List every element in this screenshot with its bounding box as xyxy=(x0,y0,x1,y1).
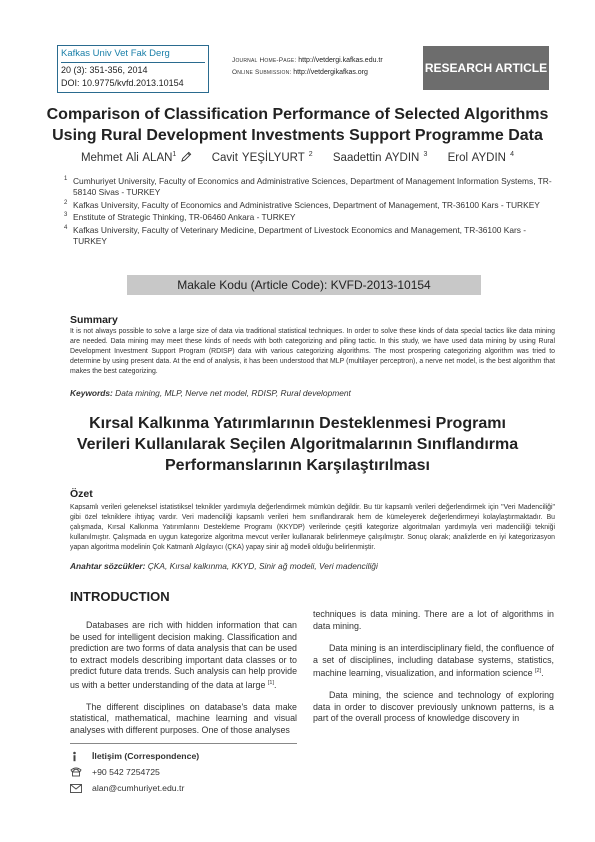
phone-icon xyxy=(70,767,90,777)
correspondence-row xyxy=(70,764,199,780)
paragraph: Data mining is an interdisciplinary field, the confluence of a set of disciplines, including database systems, statistics, machine learning, visualization, and information science [2]. xyxy=(313,643,554,678)
journal-doi: DOI: 10.9775/kvfd.2013.10154 xyxy=(61,78,184,88)
affiliation-text: Enstitute of Strategic Thinking, TR-06460 Ankara - TURKEY xyxy=(73,212,296,222)
divider xyxy=(70,743,297,744)
author xyxy=(212,152,313,164)
paragraph: The different disciplines on database's data make statistical, mathematical, machine learning and visual analyses with different purposes. One of those analyses xyxy=(70,701,297,735)
homepage-label: Journal Home-Page: xyxy=(232,57,297,64)
tr-title-line-1: Kırsal Kalkınma Yatırımlarının Desteklenmesi Programı xyxy=(89,415,506,432)
author-name: Cavit YEŞİLYURT xyxy=(211,152,305,164)
summary-heading: Summary xyxy=(70,314,118,326)
affiliation xyxy=(64,212,554,223)
submission-label: Online Submission: xyxy=(232,69,292,76)
left-column xyxy=(70,620,297,740)
author-affil-num: 2 xyxy=(308,151,313,159)
phone-number: +90 542 7254725 xyxy=(92,767,160,777)
pen-icon xyxy=(181,151,192,162)
author-affil-num: 1 xyxy=(172,151,177,159)
affiliation-num: 2 xyxy=(64,199,68,206)
author-name: Erol AYDIN xyxy=(447,152,506,164)
title-line-1: Comparison of Classification Performance of Selected Algorithms xyxy=(46,106,549,123)
keywords-en xyxy=(70,388,351,398)
affiliation-num: 1 xyxy=(64,176,68,182)
journal-urls xyxy=(232,55,383,79)
affiliation xyxy=(64,176,554,198)
affiliation-num: 4 xyxy=(64,224,68,231)
keywords-tr xyxy=(70,561,378,571)
email-address[interactable]: alan@cumhuriyet.edu.tr xyxy=(92,783,185,793)
paragraph: techniques is data mining. There are a lot of algorithms in data mining. xyxy=(313,609,554,631)
author-name: Saadettin AYDIN xyxy=(332,152,420,164)
correspondence-label: İletişim (Correspondence) xyxy=(92,751,200,761)
affiliation xyxy=(64,200,554,211)
paragraph-text: Databases are rich with hidden information that can be used for intelligent decision making. Classification and prediction are two forms of data analysis that can be used to extract models describing important data classes or to predict future data trends. Such analysis can help provide us with a better understanding of the data at large xyxy=(70,620,297,690)
paper-title xyxy=(30,104,565,146)
correspondence-row xyxy=(70,748,199,764)
affiliation-num: 3 xyxy=(64,212,68,218)
keywords-values: Data mining, MLP, Nerve net model, RDISP, Rural development xyxy=(115,388,351,398)
tr-title-line-3: Performanslarının Karşılaştırılması xyxy=(165,457,430,474)
keywords-values: ÇKA, Kırsal kalkınma, KKYD, Sinir ağ modeli, Veri madenciliği xyxy=(147,561,378,571)
author-list xyxy=(30,151,565,164)
introduction-heading: INTRODUCTION xyxy=(70,589,170,604)
journal-volume: 20 (3): 351-356, 2014 xyxy=(61,65,148,75)
paragraph: Databases are rich with hidden information that can be used for intelligent decision making. Classification and prediction are two forms of data analysis that can be used to extract models describing important data classes or to predict future data trends. Such analysis can help provide us with a better understanding of the data at large [1]. xyxy=(70,620,297,690)
title-line-2: Using Rural Development Investments Support Programme Data xyxy=(52,127,543,144)
right-column xyxy=(313,609,554,769)
affiliation xyxy=(64,225,554,247)
correspondence-row xyxy=(70,780,199,796)
homepage-link[interactable]: http://vetdergi.kafkas.edu.tr xyxy=(298,57,383,64)
ozet-text: Kapsamlı verileri geleneksel istatistiksel teknikler yardımıyla değerlendirmek mümkün değildir. Bu tür kapsamlı verileri değerlendirmek için "Veri Madenciliği" gibi özel tekniklere ihtiyaç vardır. Veri madenciliği kapsamlı verileri hem sınıflandırarak hem de kümeleyerek değerlendirmeyi kolaylaştırmaktadır. Bu çalışmada, Kırsal Kalkınma Yatırımlarını Destekleme Programı (KKYDP) verilerinde çeşitli kategorize algoritmaları yardımıyla veri madenciliği tekniği kullanılmıştır. Çalışmada en uygun kategorize algoritma mevcut veriler kullanarak belirlenmeye çalışılmıştır. Sonuç olarak; analizlerde en iyi kategorizasyon yapan algoritma modelinin Çok Katmanlı Algılayıcı (ÇKA) yapay sinir ağ modeli olduğu belirlenmiştir. xyxy=(70,504,555,551)
summary-text: It is not always possible to solve a large size of data via traditional statistical techniques. In order to solve these kinds of data special tactics like data mining are needed. Data mining may meet these kinds of needs with both categorizing and piling tactic. In this study, we have used data mining by using Rural Development Investment Support Program (RDISP) data with various categorizing algorithms. The most prospering categorizing algorithm was tried to determine by using present data. At the end of analysis, it has been understood that MLP (multilayer perceptron), a nerve net model, is the best algorithm that makes the best categorizing. xyxy=(70,328,555,375)
journal-info-box xyxy=(57,45,209,93)
citation: [1] xyxy=(267,679,274,686)
correspondence-block xyxy=(70,748,199,796)
ozet-heading: Özet xyxy=(70,488,93,500)
info-icon xyxy=(70,751,90,762)
author-name: Mehmet Ali ALAN xyxy=(80,152,173,164)
envelope-icon xyxy=(70,784,90,793)
affiliation-list xyxy=(64,176,554,248)
tr-title-line-2: Verileri Kullanılarak Seçilen Algoritmalarının Sınıflandırma xyxy=(76,436,519,453)
divider xyxy=(61,62,205,63)
keywords-label: Anahtar sözcükler: xyxy=(70,561,146,571)
author xyxy=(81,152,192,164)
paragraph: Data mining, the science and technology of exploring data in order to discover previously unknown patterns, is a part of the overall process of knowledge discovery in xyxy=(313,690,554,724)
author xyxy=(333,152,428,164)
author-affil-num: 3 xyxy=(423,151,428,159)
author xyxy=(448,152,514,164)
author-affil-num: 4 xyxy=(510,151,515,159)
turkish-title xyxy=(40,413,555,476)
citation: [2] xyxy=(535,668,542,674)
affiliation-text: Kafkas University, Faculty of Economics and Administrative Sciences, Department of Management, TR-36100 Kars - TURKEY xyxy=(73,199,540,210)
affiliation-text: Cumhuriyet University, Faculty of Economics and Administrative Sciences, Department of Management Information Systems, TR-58140 Sivas - TURKEY xyxy=(73,176,552,197)
journal-name: Kafkas Univ Vet Fak Derg xyxy=(61,48,170,59)
article-type-badge: RESEARCH ARTICLE xyxy=(423,46,549,90)
article-code-bar: Makale Kodu (Article Code): KVFD-2013-10154 xyxy=(127,275,481,295)
keywords-label: Keywords: xyxy=(70,388,113,398)
affiliation-text: Kafkas University, Faculty of Veterinary Medicine, Department of Livestock Economics and Management, TR-36100 Kars - TURKEY xyxy=(73,224,527,246)
paragraph-text: Data mining is an interdisciplinary field, the confluence of a set of disciplines, including database systems, statistics, machine learning, visualization, and information science xyxy=(313,643,554,678)
submission-link[interactable]: http://vetdergikafkas.org xyxy=(293,69,368,76)
